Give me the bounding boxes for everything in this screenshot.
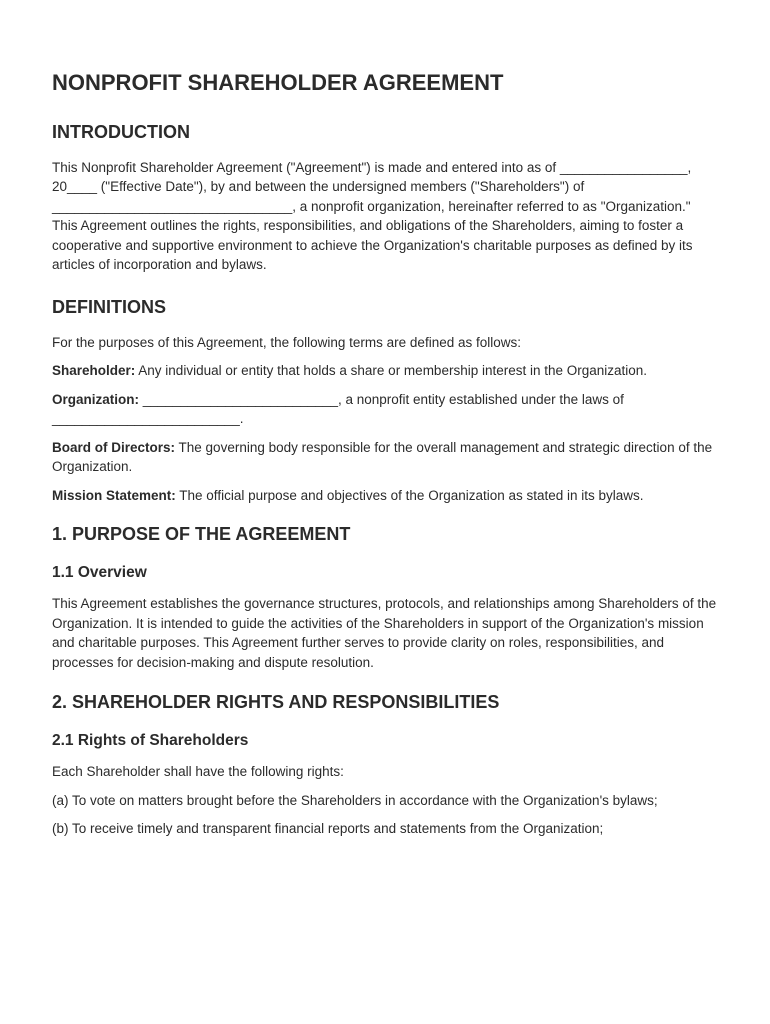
definition-text: The governing body responsible for the overall management and strategic direction of the Organization. xyxy=(52,439,713,475)
rights-subheading: 2.1 Rights of Shareholders xyxy=(52,731,249,749)
purpose-heading: 1. PURPOSE OF THE AGREEMENT xyxy=(52,524,351,545)
rights-item: (a) To vote on matters brought before the Shareholders in accordance with the Organization's bylaws; xyxy=(52,792,658,808)
definition-term: Organization: xyxy=(52,391,139,407)
definition-item-shareholder xyxy=(52,361,718,381)
document-title: NONPROFIT SHAREHOLDER AGREEMENT xyxy=(52,70,504,95)
definition-text: The official purpose and objectives of the Organization as stated in its bylaws. xyxy=(175,487,644,503)
definition-item-board xyxy=(52,438,718,477)
purpose-section xyxy=(52,524,718,672)
rights-item: (b) To receive timely and transparent financial reports and statements from the Organization; xyxy=(52,821,604,837)
introduction-section xyxy=(52,122,718,275)
overview-paragraph: This Agreement establishes the governance structures, protocols, and relationships among Shareholders of the Organization. It is intended to guide the activities of the Shareholders in support of the Organization's mission and charitable purposes. This Agreement further serves to provide clarity on roles, responsibilities, and processes for decision-making and dispute resolution. xyxy=(52,596,717,670)
definition-term: Board of Directors: xyxy=(52,439,176,455)
rights-heading: 2. SHAREHOLDER RIGHTS AND RESPONSIBILITIES xyxy=(52,692,500,713)
definitions-section xyxy=(52,297,718,505)
introduction-heading: INTRODUCTION xyxy=(52,122,190,143)
definition-text: Any individual or entity that holds a share or membership interest in the Organization. xyxy=(135,363,648,379)
definition-term: Shareholder: xyxy=(52,363,136,379)
definition-item-mission xyxy=(52,486,718,506)
definitions-heading: DEFINITIONS xyxy=(52,296,167,317)
introduction-paragraph: This Nonprofit Shareholder Agreement ("Agreement") is made and entered into as of _________________, 20____ ("Effective Date"), by and between the undersigned members ("Shareholders") of ________________________________, a nonprofit organization, hereinafter referred to as "Organization." This Agreement outlines the rights, responsibilities, and obligations of the Shareholders, aiming to foster a cooperative and supportive environment to achieve the Organization's charitable purposes as defined by its articles of incorporation and bylaws. xyxy=(52,159,693,273)
definition-term: Mission Statement: xyxy=(52,487,176,503)
definition-item-organization xyxy=(52,390,718,429)
definitions-lead: For the purposes of this Agreement, the following terms are defined as follows: xyxy=(52,334,521,350)
overview-subheading: 1.1 Overview xyxy=(52,563,147,581)
definition-text: __________________________, a nonprofit entity established under the laws of _________________________. xyxy=(52,391,624,427)
rights-section xyxy=(52,692,718,839)
rights-lead: Each Shareholder shall have the following rights: xyxy=(52,764,344,780)
